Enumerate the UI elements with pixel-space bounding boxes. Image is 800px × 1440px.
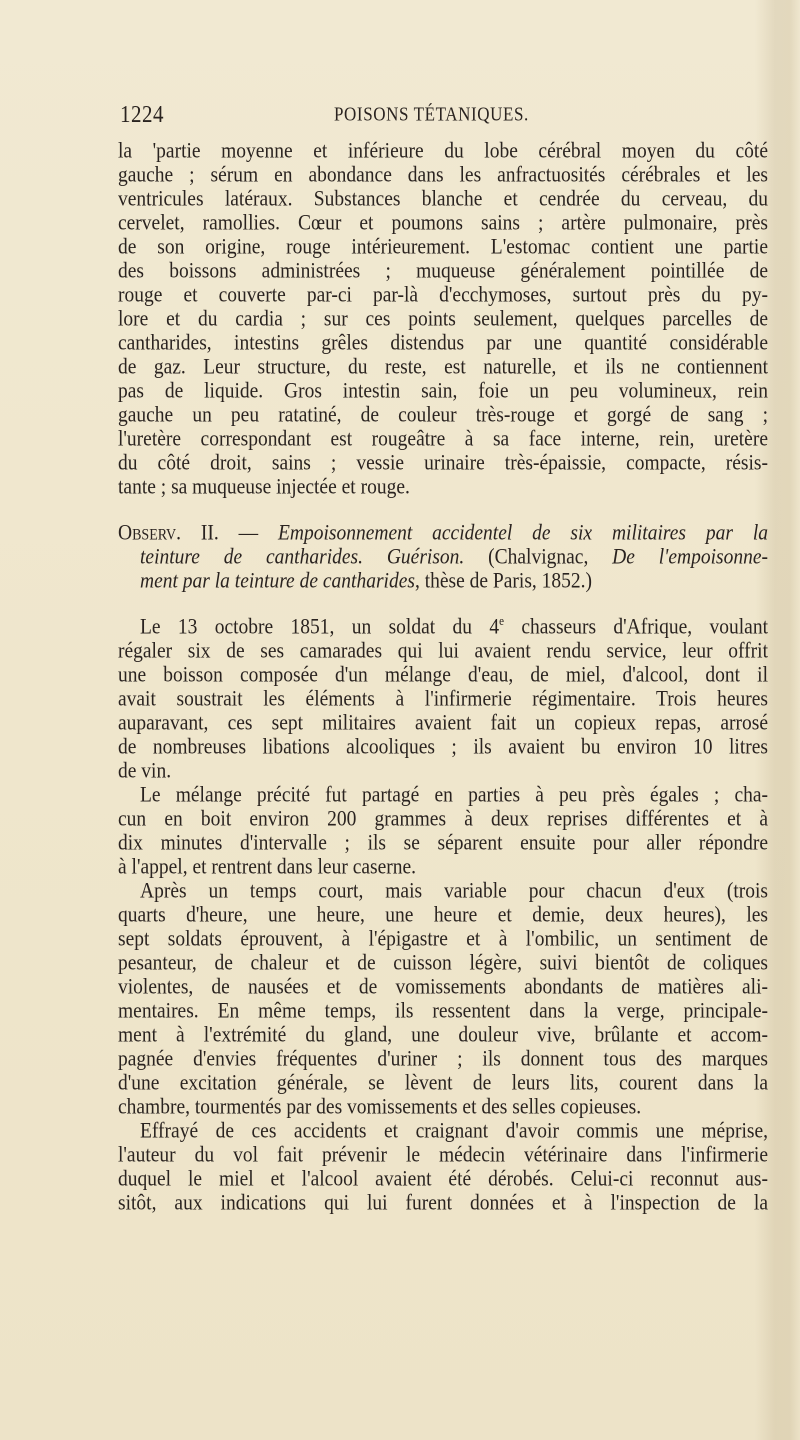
text-line: des boissons administrées ; muqueuse généralement pointillée de bbox=[118, 259, 768, 284]
paragraph-autopsy bbox=[118, 140, 768, 500]
paragraph-mixture bbox=[118, 784, 768, 880]
observation-heading-line bbox=[118, 545, 768, 572]
text-line: pas de liquide. Gros intestin sain, foie un peu volumineux, rein bbox=[118, 379, 768, 404]
paragraph-symptoms bbox=[118, 880, 768, 1120]
text-line: cantharides, intestins grêles distendus par une quantité considérable bbox=[118, 331, 768, 356]
text-line: sitôt, aux indications qui lui furent données et à l'inspection de la bbox=[118, 1191, 768, 1216]
text-line: d'une excitation générale, se lèvent de leurs lits, courent dans la bbox=[118, 1071, 768, 1096]
citation-source: , thèse de Paris, 1852.) bbox=[414, 569, 593, 594]
text-line: du côté droit, sains ; vessie urinaire très-épaissie, compacte, résis- bbox=[118, 451, 768, 476]
paragraph-veterinarian bbox=[118, 1120, 768, 1216]
observation-number: II. — bbox=[200, 521, 259, 546]
body-text bbox=[118, 140, 768, 1216]
text-line: de gaz. Leur structure, du reste, est naturelle, et ils ne contiennent bbox=[118, 355, 768, 380]
text-line: rouge et couverte par-ci par-là d'ecchymoses, surtout près du py- bbox=[118, 283, 768, 308]
observation-title: Empoisonnement accidentel de six militaires par la bbox=[277, 521, 768, 546]
text-line: violentes, de nausées et de vomissements abondants de matières ali- bbox=[118, 975, 768, 1000]
text-line: quarts d'heure, une heure, une heure et demie, deux heures), les bbox=[118, 903, 768, 928]
ordinal-superscript: e bbox=[499, 615, 504, 629]
text-line: Le mélange précité fut partagé en parties à peu près égales ; cha- bbox=[140, 783, 768, 808]
text-line: de nombreuses libations alcooliques ; ils avaient bu environ 10 litres bbox=[118, 735, 768, 760]
text-line: ventricules latéraux. Substances blanche et cendrée du cerveau, du bbox=[118, 187, 768, 212]
text-line: mentaires. En même temps, ils ressentent dans la verge, principale- bbox=[118, 999, 768, 1024]
observation-title-cont: teinture de cantharides. Guérison. bbox=[140, 545, 465, 570]
observation-heading-line bbox=[118, 569, 768, 596]
text-fragment: Le 13 octobre 1851, un soldat du 4 bbox=[140, 615, 500, 640]
observation-citation: (Chalvignac, bbox=[464, 545, 613, 570]
text-line: chambre, tourmentés par des vomissements et des selles copieuses. bbox=[118, 1095, 642, 1120]
text-line: l'uretère correspondant est rougeâtre à sa face interne, rein, uretère bbox=[118, 427, 768, 452]
text-line: cun en boit environ 200 grammes à deux reprises différentes et à bbox=[118, 807, 768, 832]
text-line: ment à l'extrémité du gland, une douleur vive, brûlante et accom- bbox=[118, 1023, 768, 1048]
text-line: auparavant, ces sept militaires avaient fait un copieux repas, arrosé bbox=[118, 711, 768, 736]
text-line bbox=[118, 615, 768, 642]
spacer bbox=[118, 594, 768, 616]
observation-heading bbox=[118, 522, 768, 594]
citation-work-title-cont: ment par la teinture de cantharides bbox=[140, 569, 415, 594]
text-line: avait soustrait les éléments à l'infirmerie régimentaire. Trois heures bbox=[118, 687, 768, 712]
text-line: tante ; sa muqueuse injectée et rouge. bbox=[118, 475, 410, 500]
text-line: de son origine, rouge intérieurement. L'estomac contient une partie bbox=[118, 235, 768, 260]
text-line: gauche ; sérum en abondance dans les anfractuosités cérébrales et les bbox=[118, 163, 768, 188]
text-line: sept soldats éprouvent, à l'épigastre et à l'ombilic, un sentiment de bbox=[118, 927, 768, 952]
text-line: Après un temps court, mais variable pour chacun d'eux (trois bbox=[140, 879, 768, 904]
text-line: une boisson composée d'un mélange d'eau, de miel, d'alcool, dont il bbox=[118, 663, 768, 688]
page-number: 1224 bbox=[120, 100, 164, 128]
text-line: Effrayé de ces accidents et craignant d'avoir commis une méprise, bbox=[140, 1119, 768, 1144]
text-line: l'auteur du vol fait prévenir le médecin vétérinaire dans l'infirmerie bbox=[118, 1143, 768, 1168]
text-line: pagnée d'envies fréquentes d'uriner ; ils donnent tous des marques bbox=[118, 1047, 768, 1072]
text-line: régaler six de ses camarades qui lui avaient rendu service, leur offrit bbox=[118, 639, 768, 664]
text-line: pesanteur, de chaleur et de cuisson légère, suivi bientôt de coliques bbox=[118, 951, 768, 976]
text-line: cervelet, ramollies. Cœur et poumons sains ; artère pulmonaire, près bbox=[118, 211, 768, 236]
spacer bbox=[118, 500, 768, 522]
text-line: la 'partie moyenne et inférieure du lobe cérébral moyen du côté bbox=[118, 139, 768, 164]
text-line: lore et du cardia ; sur ces points seulement, quelques parcelles de bbox=[118, 307, 768, 332]
text-line: de vin. bbox=[118, 759, 172, 784]
running-title: POISONS TÉTANIQUES. bbox=[334, 103, 529, 125]
paragraph-incident bbox=[118, 616, 768, 784]
text-line: duquel le miel et l'alcool avaient été dérobés. Celui-ci reconnut aus- bbox=[118, 1167, 768, 1192]
running-head bbox=[118, 100, 768, 130]
observation-label: Observ. bbox=[118, 521, 181, 546]
observation-heading-line bbox=[118, 521, 768, 548]
text-line: dix minutes d'intervalle ; ils se séparent ensuite pour aller répondre bbox=[118, 831, 768, 856]
text-line: à l'appel, et rentrent dans leur caserne. bbox=[118, 855, 417, 880]
text-fragment: chasseurs d'Afrique, voulant bbox=[503, 615, 768, 640]
text-line: gauche un peu ratatiné, de couleur très-rouge et gorgé de sang ; bbox=[118, 403, 768, 428]
citation-work-title: De l'empoisonne- bbox=[612, 545, 768, 570]
